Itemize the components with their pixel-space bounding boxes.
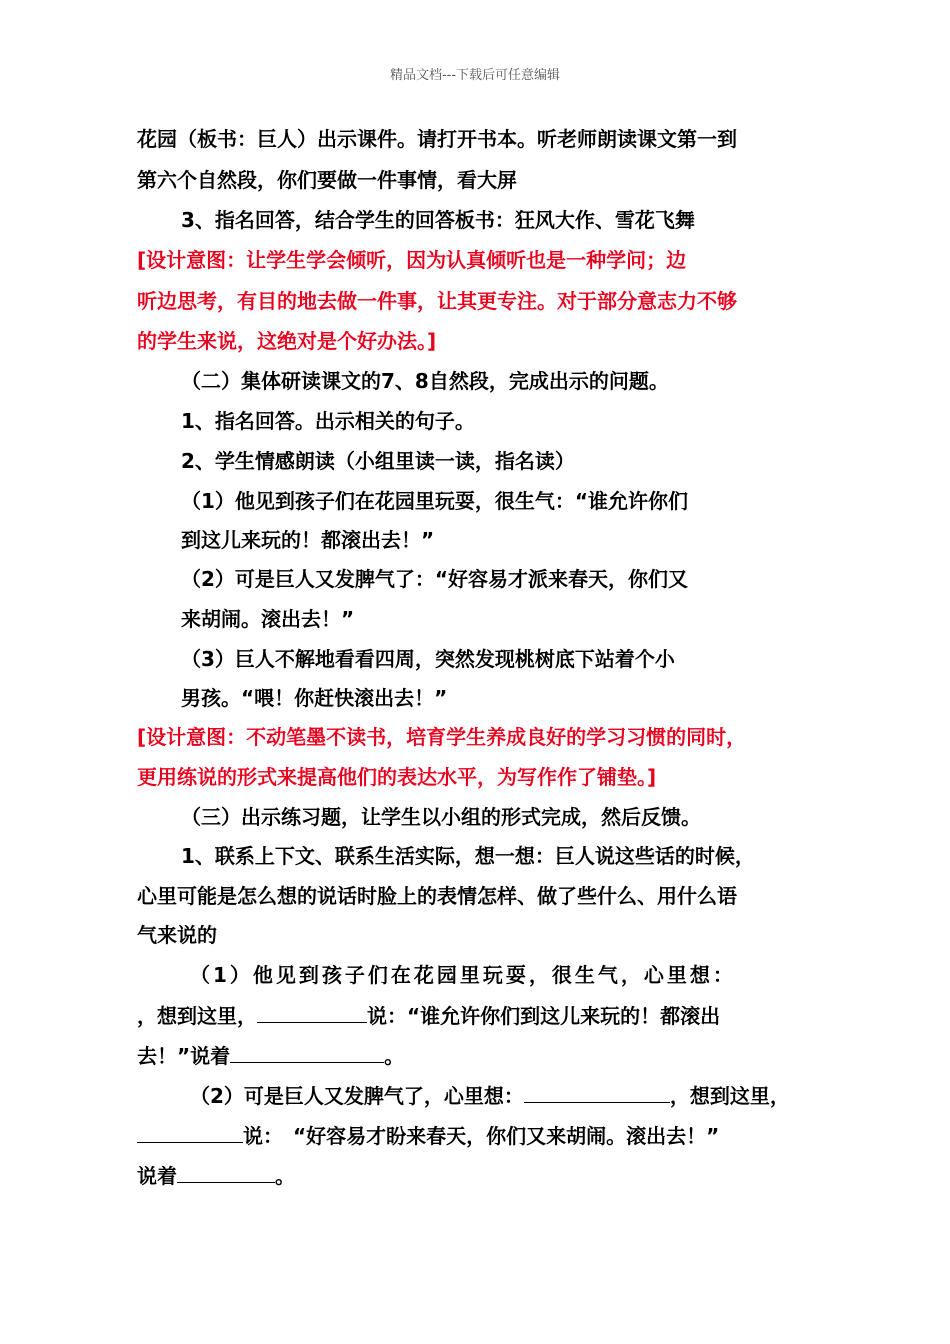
- fill-blank: [230, 1042, 384, 1063]
- exercise-line: [137, 1002, 720, 1029]
- paragraph-line: 1、指名回答。出示相关的句子。: [181, 409, 475, 433]
- paragraph-line: 心里可能是怎么想的说话时脸上的表情怎样、做了些什么、用什么语: [137, 884, 737, 908]
- paragraph-line: 2、学生情感朗读（小组里读一读，指名读）: [181, 449, 575, 473]
- design-intent-line: 更用练说的形式来提高他们的表达水平，为写作作了铺垫。]: [137, 765, 657, 789]
- quote-line: （2）可是巨人又发脾气了：“好容易才派来春天，你们又: [181, 567, 689, 591]
- fill-blank: [257, 1002, 367, 1023]
- quote-line: （1）他见到孩子们在花园里玩耍，很生气：“谁允许你们: [181, 489, 689, 513]
- fill-blank: [177, 1162, 275, 1183]
- exercise-text: （2）可是巨人又发脾气了，心里想：: [190, 1084, 524, 1108]
- exercise-text: 。: [275, 1164, 295, 1188]
- section-heading: （二）集体研读课文的7、8自然段，完成出示的问题。: [181, 369, 669, 393]
- exercise-line: [137, 1042, 404, 1069]
- exercise-text: 说：“谁允许你们到这儿来玩的！都滚出: [367, 1004, 721, 1028]
- section-heading: （三）出示练习题，让学生以小组的形式完成，然后反馈。: [181, 805, 701, 829]
- paragraph-line: 1、联系上下文、联系生活实际，想一想：巨人说这些话的时候，: [181, 844, 755, 868]
- quote-line: 男孩。“喂！你赶快滚出去！”: [181, 686, 448, 710]
- exercise-text: ，想到这里，: [137, 1004, 257, 1028]
- paragraph-line: 第六个自然段，你们要做一件事情，看大屏: [137, 168, 517, 192]
- quote-line: 来胡闹。滚出去！”: [181, 607, 355, 631]
- quote-line: （3）巨人不解地看看四周，突然发现桃树底下站着个小: [181, 647, 675, 671]
- paragraph-line: 3、指名回答，结合学生的回答板书：狂风大作、雪花飞舞: [181, 208, 695, 232]
- exercise-line: （1）他见到孩子们在花园里玩耍，很生气，心里想：: [190, 963, 736, 987]
- design-intent-line: 听边思考，有目的地去做一件事，让其更专注。对于部分意志力不够: [137, 289, 737, 313]
- exercise-text: ，想到这里，: [669, 1084, 790, 1108]
- design-intent-line: [设计意图：不动笔墨不读书，培育学生养成良好的学习习惯的同时，: [137, 725, 747, 749]
- fill-blank: [137, 1122, 243, 1143]
- paragraph-line: 气来说的: [137, 923, 217, 947]
- paragraph-line: 花园（板书：巨人）出示课件。请打开书本。听老师朗读课文第一到: [137, 127, 737, 151]
- exercise-line: [190, 1082, 790, 1109]
- exercise-text: 去！”说着: [137, 1044, 231, 1068]
- fill-blank: [524, 1082, 670, 1103]
- exercise-text: 说： “好容易才盼来春天，你们又来胡闹。滚出去！”: [243, 1124, 720, 1148]
- exercise-text: 说着: [137, 1164, 177, 1188]
- design-intent-line: 的学生来说，这绝对是个好办法。]: [137, 329, 437, 353]
- quote-line: 到这儿来玩的！都滚出去！”: [181, 528, 435, 552]
- exercise-text: 。: [384, 1044, 405, 1068]
- page-header: 精品文档---下载后可任意编辑: [389, 68, 561, 83]
- exercise-line: [137, 1162, 295, 1189]
- exercise-line: [137, 1122, 719, 1149]
- design-intent-line: [设计意图：让学生学会倾听，因为认真倾听也是一种学问；边: [137, 248, 687, 272]
